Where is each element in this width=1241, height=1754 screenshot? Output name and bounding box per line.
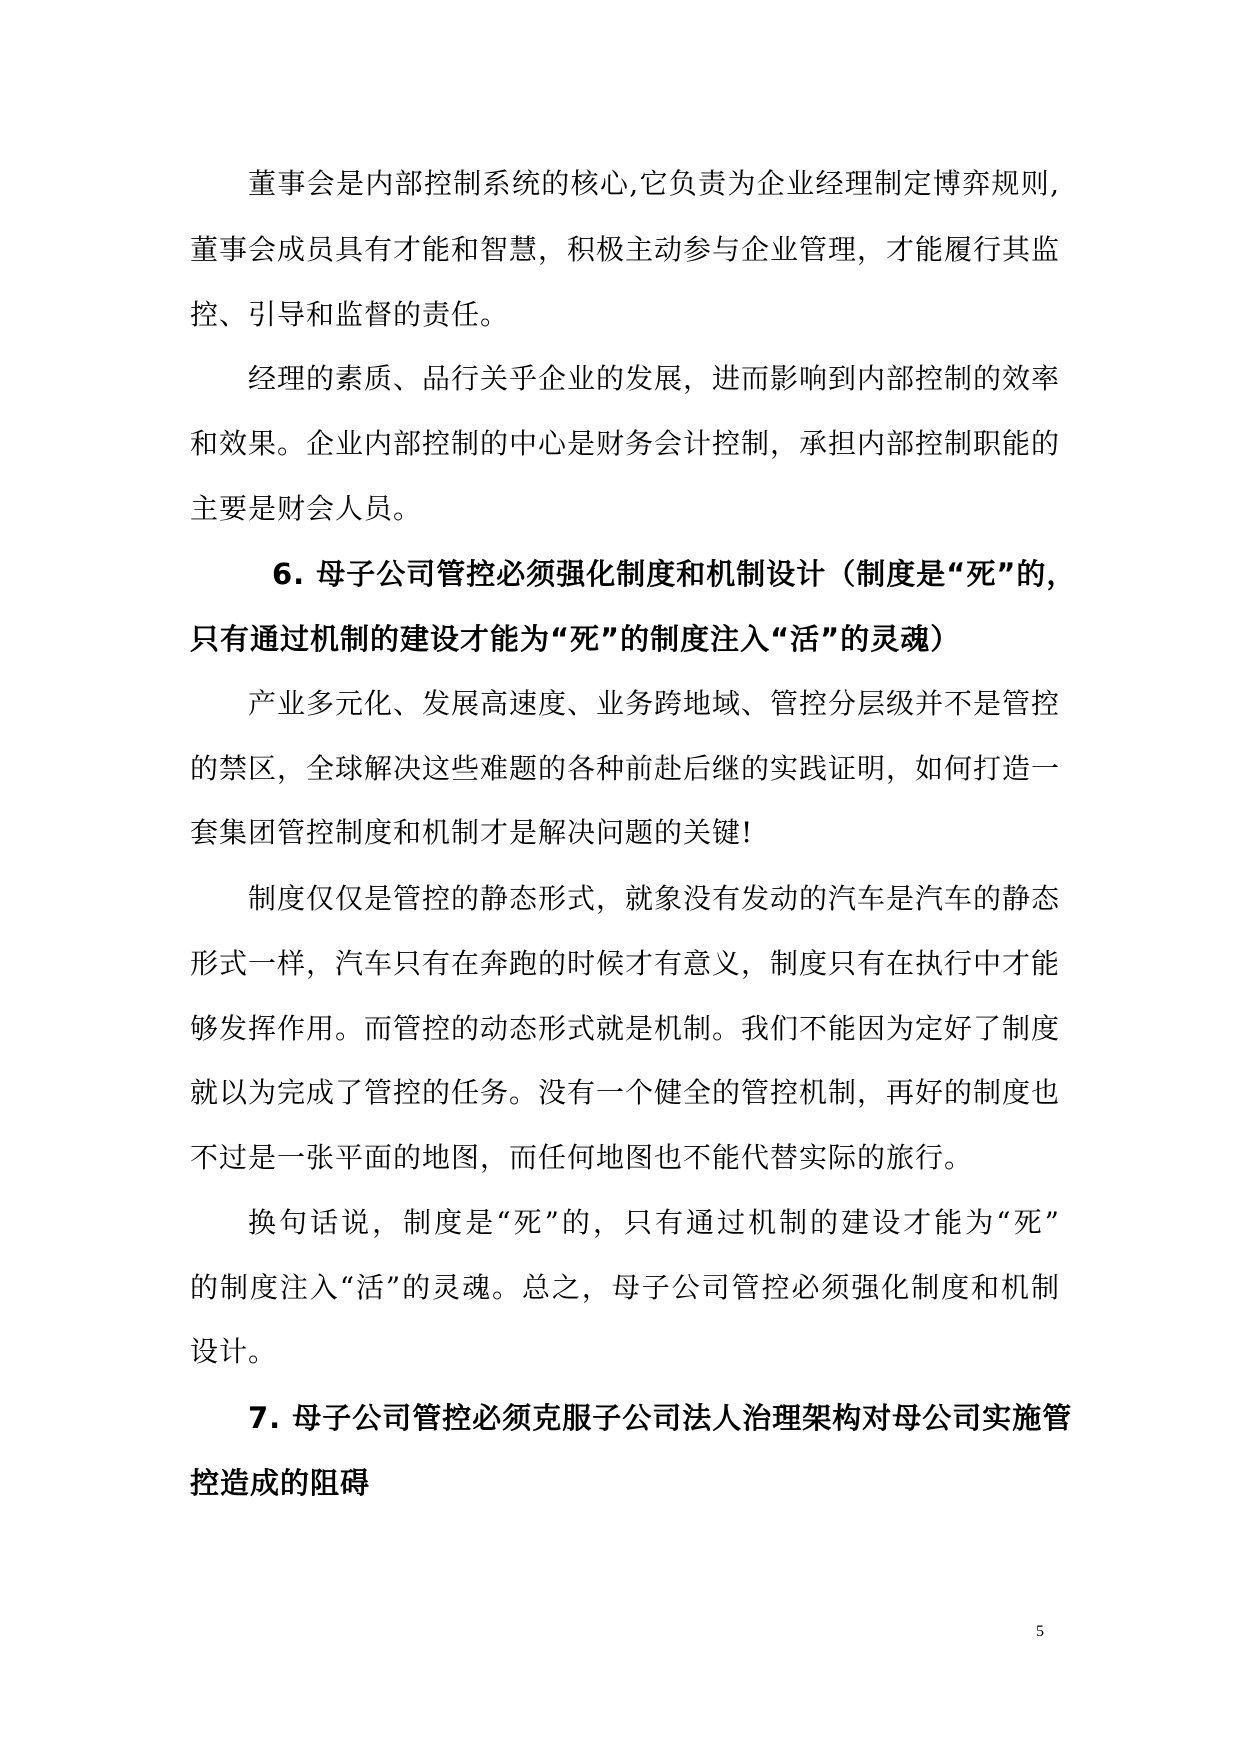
paragraph-manager-line-1: 经理的素质、品行关乎企业的发展，进而影响到内部控制的效率 [248, 362, 1061, 395]
paragraph-in-other-words-line-2: 的制度注入“活”的灵魂。总之，母子公司管控必须强化制度和机制 [190, 1271, 1060, 1304]
section-heading-7-line-1: 7. 母子公司管控必须克服子公司法人治理架构对母公司实施管 [248, 1401, 1073, 1435]
paragraph-static-form-line-2: 形式一样，汽车只有在奔跑的时候才有意义，制度只有在执行中才能 [190, 947, 1061, 980]
paragraph-diversification-line-3: 套集团管控制度和机制才是解决问题的关键! [190, 816, 754, 849]
section-heading-6-line-1: 6. 母子公司管控必须强化制度和机制设计（制度是“死”的， [272, 557, 1077, 591]
paragraph-diversification-line-2: 的禁区，全球解决这些难题的各种前赴后继的实践证明，如何打造一 [190, 752, 1061, 785]
paragraph-static-form-line-4: 就以为完成了管控的任务。没有一个健全的管控机制，再好的制度也 [190, 1076, 1061, 1109]
section-heading-6-line-2: 只有通过机制的建设才能为“死”的制度注入“活”的灵魂） [190, 622, 961, 656]
paragraph-in-other-words-line-3: 设计。 [190, 1335, 278, 1368]
paragraph-static-form-line-1: 制度仅仅是管控的静态形式，就象没有发动的汽车是汽车的静态 [248, 882, 1061, 915]
section-heading-7-line-2: 控造成的阻碍 [190, 1466, 371, 1500]
paragraph-board-line-1: 董事会是内部控制系统的核心,它负责为企业经理制定博弈规则, [248, 167, 1060, 200]
paragraph-board-line-3: 控、引导和监督的责任。 [190, 298, 510, 331]
page-number: 5 [1036, 1623, 1044, 1640]
paragraph-in-other-words-line-1: 换句话说，制度是“死”的，只有通过机制的建设才能为“死” [248, 1206, 1060, 1239]
paragraph-diversification-line-1: 产业多元化、发展高速度、业务跨地域、管控分层级并不是管控 [248, 687, 1061, 720]
paragraph-manager-line-3: 主要是财会人员。 [190, 492, 423, 525]
paragraph-board-line-2: 董事会成员具有才能和智慧，积极主动参与企业管理，才能履行其监 [190, 233, 1061, 266]
paragraph-manager-line-2: 和效果。企业内部控制的中心是财务会计控制，承担内部控制职能的 [190, 427, 1061, 460]
paragraph-static-form-line-5: 不过是一张平面的地图，而任何地图也不能代替实际的旅行。 [190, 1141, 974, 1174]
paragraph-static-form-line-3: 够发挥作用。而管控的动态形式就是机制。我们不能因为定好了制度 [190, 1012, 1061, 1045]
